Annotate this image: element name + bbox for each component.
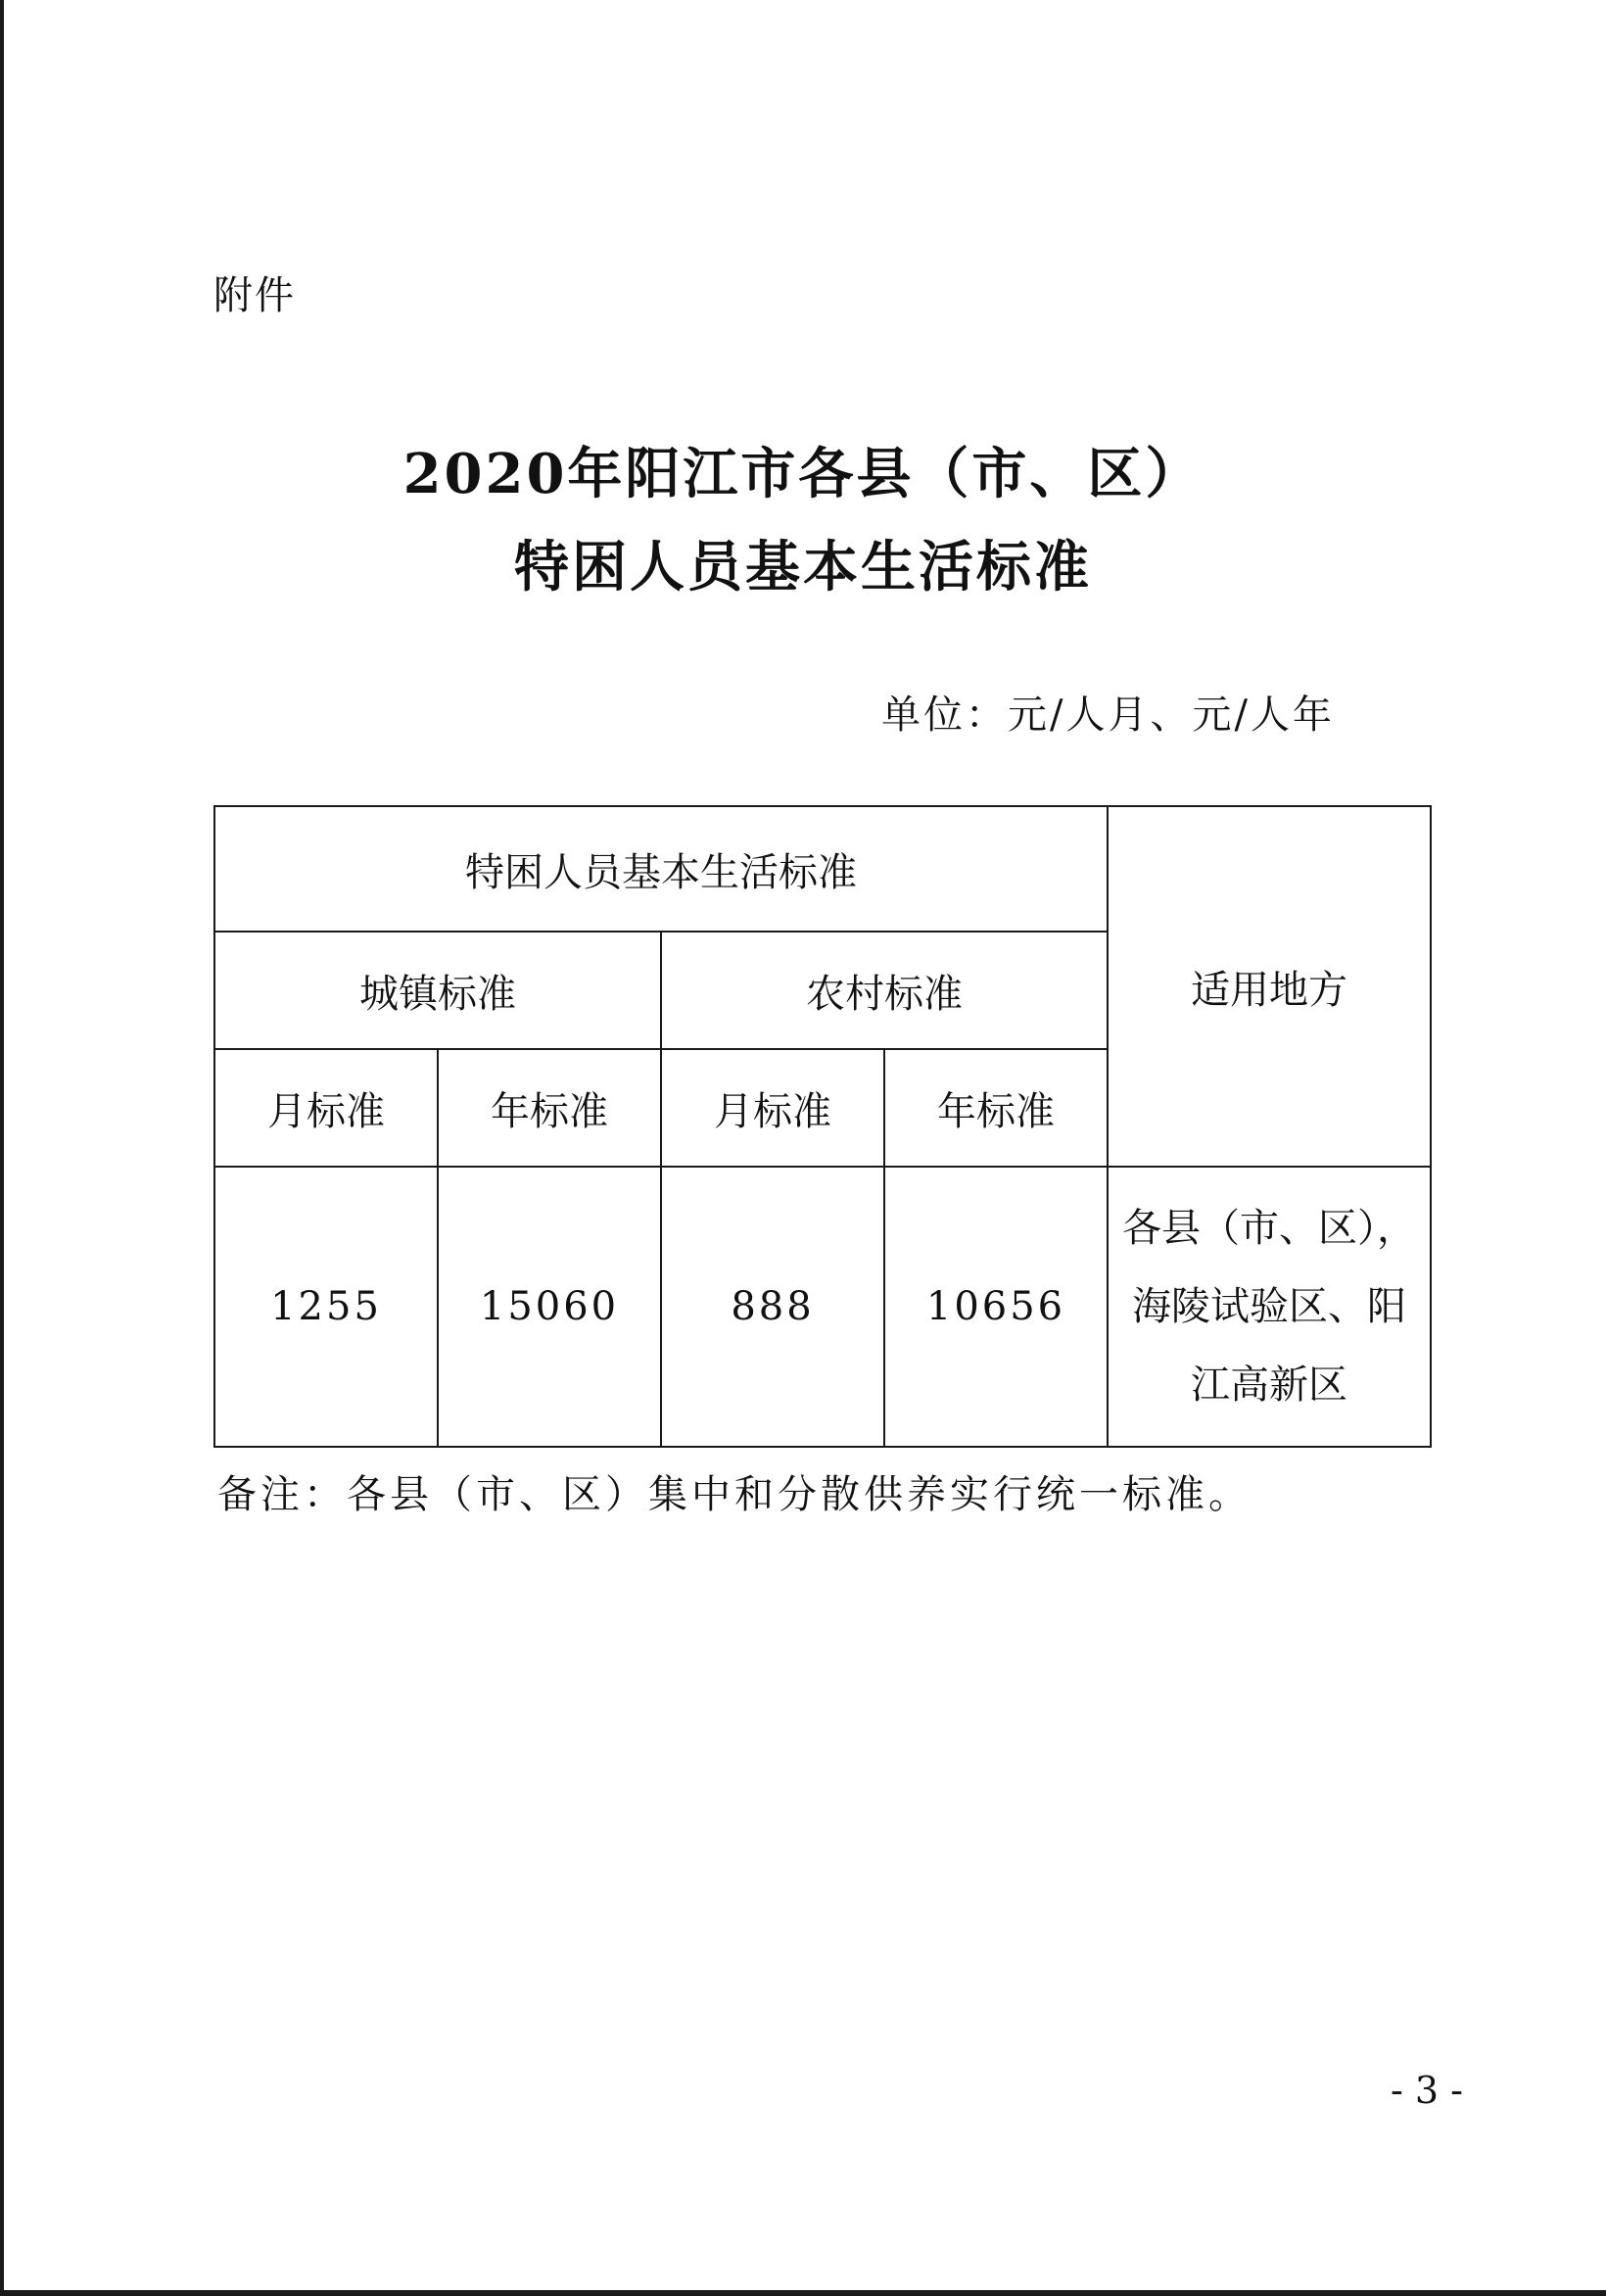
scan-edge-left [0, 0, 4, 2296]
value-urban-month: 1255 [214, 1167, 438, 1447]
attachment-label: 附件 [213, 273, 296, 318]
standards-table [213, 805, 1432, 1448]
subheader-urban-month: 月标准 [214, 1049, 438, 1167]
header-urban: 城镇标准 [214, 932, 661, 1049]
header-place: 适用地方 [1108, 806, 1431, 1167]
subheader-urban-year: 年标准 [438, 1049, 661, 1167]
header-rural: 农村标准 [661, 932, 1108, 1049]
place-line-2: 海陵试验区、阳 [1132, 1284, 1406, 1329]
applicable-place [1108, 1167, 1431, 1447]
value-urban-year: 15060 [438, 1167, 661, 1447]
page-title-line1: 2020年阳江市各县（市、区） [402, 442, 1204, 506]
scan-edge-bottom [0, 2290, 1606, 2296]
unit-label: 单位：元/人月、元/人年 [881, 693, 1335, 738]
place-line-1: 各县（市、区）， [1122, 1206, 1416, 1251]
page-title-line2: 特困人员基本生活标准 [514, 535, 1092, 599]
header-main: 特困人员基本生活标准 [214, 806, 1108, 932]
value-rural-month: 888 [661, 1167, 884, 1447]
remark-note: 备注：各县（市、区）集中和分散供养实行统一标准。 [217, 1472, 1252, 1517]
place-line-3: 江高新区 [1191, 1363, 1347, 1408]
subheader-rural-month: 月标准 [661, 1049, 884, 1167]
subheader-rural-year: 年标准 [884, 1049, 1108, 1167]
page-number: - 3 - [1391, 2069, 1464, 2112]
value-rural-year: 10656 [884, 1167, 1108, 1447]
